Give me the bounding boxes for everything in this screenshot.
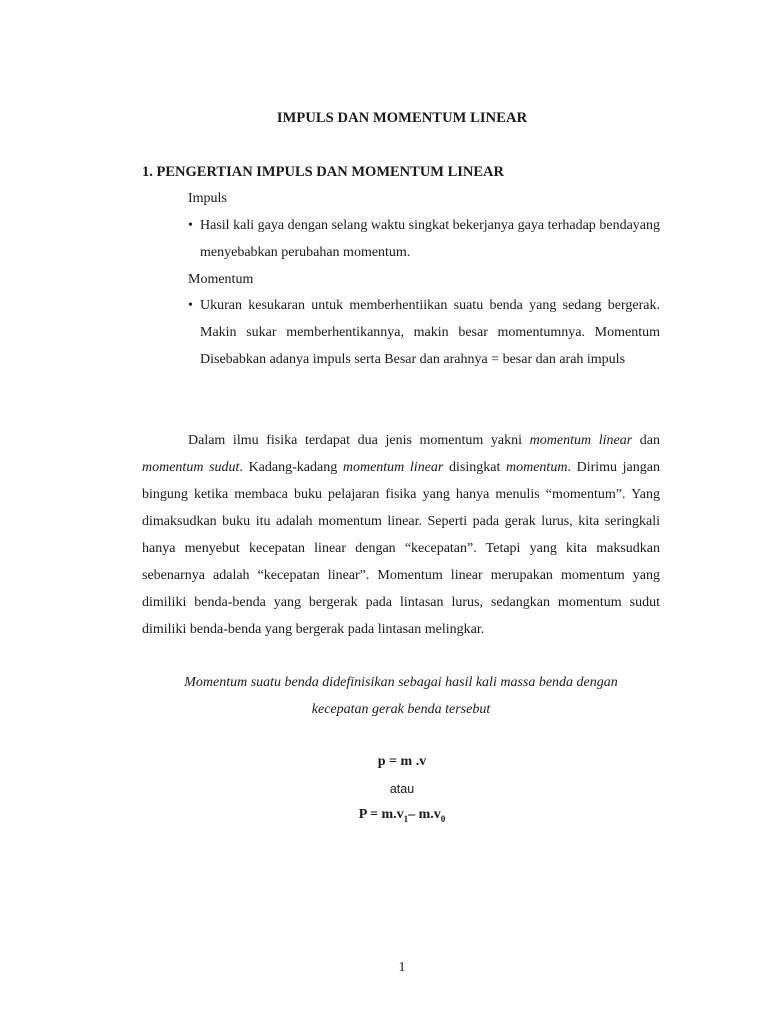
- paragraph-term: momentum linear: [342, 460, 444, 475]
- paragraph-term: momentum sudut: [142, 460, 240, 475]
- document-title: IMPULS DAN MOMENTUM LINEAR: [276, 110, 528, 126]
- bullet-icon: •: [188, 298, 193, 313]
- page-number: 1: [398, 960, 406, 975]
- impuls-bullet-text: Hasil kali gaya dengan selang waktu singkat bekerjanya gaya terhadap bendayang menyebabkan perubahan momentum.: [200, 218, 660, 260]
- formula-subscript: 0: [440, 813, 446, 824]
- momentum-bullet: [188, 292, 660, 373]
- paragraph-text: . Dirimu jangan bingung ketika membaca buku pelajaran fisika yang hanya menulis “momentum”. Yang dimaksudkan buku itu adalah momentum linear. Seperti pada gerak lurus, kita seringkali hanya menyebut kecepatan linear dengan “kecepatan”. Tetapi yang kita maksudkan sebenarnya adalah “kecepatan linear”. Momentum linear merupakan momentum yang dimiliki benda-benda yang bergerak pada lintasan lurus, sedangkan momentum sudut dimiliki benda-benda yang bergerak pada lintasan melingkar.: [142, 460, 660, 637]
- paragraph-text: Dalam ilmu fisika terdapat dua jenis momentum yakni: [188, 433, 530, 448]
- definition-line: kecepatan gerak benda tersebut: [311, 702, 491, 717]
- body-paragraph: [142, 427, 660, 643]
- formula-part: – m.v: [408, 807, 441, 822]
- formula-part: P = m.v: [358, 807, 404, 822]
- definition-line: Momentum suatu benda didefinisikan sebagai hasil kali massa benda dengan: [184, 675, 618, 690]
- paragraph-text: . Kadang-kadang: [239, 460, 343, 475]
- bullet-icon: •: [188, 218, 193, 233]
- paragraph-text: dan: [632, 433, 660, 448]
- momentum-label: Momentum: [188, 272, 254, 287]
- paragraph-text: disingkat: [443, 460, 506, 475]
- formula-momentum-change: [18, 807, 768, 824]
- momentum-bullet-text: Ukuran kesukaran untuk memberhentiikan suatu benda yang sedang bergerak. Makin sukar memberhentikannya, makin besar momentumnya. Momentum Disebabkan adanya impuls serta Besar dan arahnya = besar dan arah impuls: [200, 298, 660, 367]
- impuls-label: Impuls: [188, 191, 227, 206]
- momentum-definition: [142, 669, 660, 723]
- section-heading: 1. PENGERTIAN IMPULS DAN MOMENTUM LINEAR: [142, 164, 504, 180]
- formula-momentum: p = m .v: [377, 754, 427, 769]
- paragraph-term: momentum linear: [529, 433, 633, 448]
- formula-subscript: 1: [403, 813, 409, 824]
- impuls-bullet: [188, 212, 660, 266]
- paragraph-term: momentum: [506, 460, 568, 475]
- formula-connector: atau: [389, 782, 415, 796]
